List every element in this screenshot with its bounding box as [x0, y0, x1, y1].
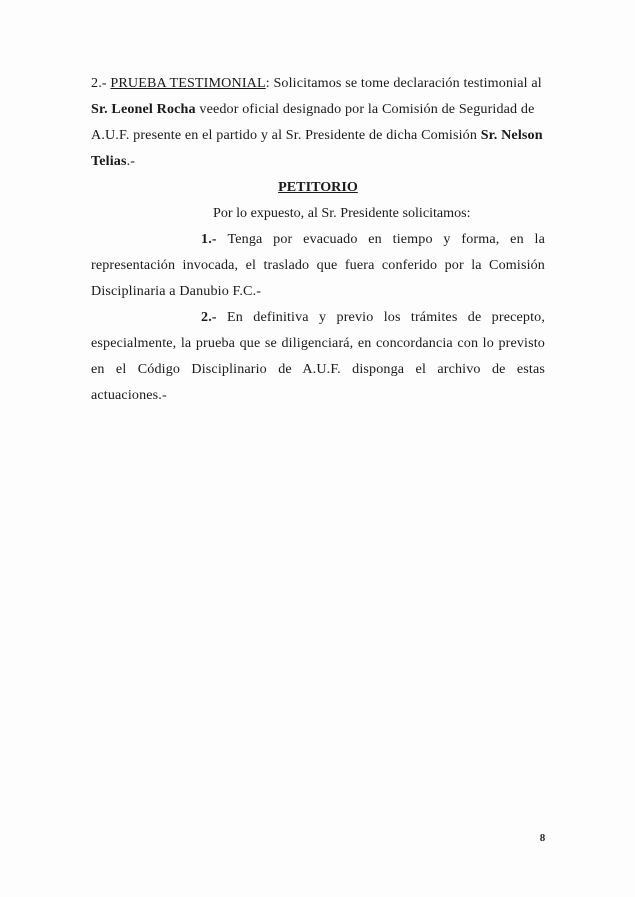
petitorio-item-1	[91, 226, 545, 304]
petitorio-item-2-text: En definitiva y previo los trámites de precepto, especialmente, la prueba que se diligenciará, en concordancia con lo previsto en el Código Disciplinario de A.U.F. disponga el archivo de estas actuaciones.-	[91, 309, 545, 403]
page-number: 8	[539, 832, 546, 844]
paragraph-prueba-testimonial	[91, 70, 545, 174]
petitorio-heading-text: PETITORIO	[278, 179, 358, 195]
person-name-nelson-telias: Sr. Nelson Telias	[91, 127, 543, 169]
text-middle: veedor oficial designado por la Comisión de Seguridad de A.U.F. presente en el partido y al Sr. Presidente de dicha Comisión	[91, 101, 535, 143]
petitorio-item-1-text: Tenga por evacuado en tiempo y forma, en la representación invocada, el traslado que fuera conferido por la Comisión Disciplinaria a Danubio F.C.-	[91, 231, 545, 299]
heading-prueba-testimonial: PRUEBA TESTIMONIAL	[110, 75, 266, 91]
person-name-leonel-rocha: Sr. Leonel Rocha	[91, 101, 196, 117]
document-body	[91, 70, 545, 408]
text-after-heading: : Solicitamos se tome declaración testimonial al	[265, 75, 542, 91]
section-heading-petitorio	[91, 174, 545, 200]
petitorio-item-1-marker: 1.-	[201, 231, 228, 247]
petitorio-item-2	[91, 304, 545, 408]
page-number-footer	[0, 832, 635, 844]
item-number-2: 2.-	[91, 75, 111, 91]
text-end: .-	[126, 153, 136, 169]
petitorio-item-2-marker: 2.-	[201, 309, 228, 325]
petitorio-lead-line: Por lo expuesto, al Sr. Presidente solicitamos:	[213, 205, 471, 221]
